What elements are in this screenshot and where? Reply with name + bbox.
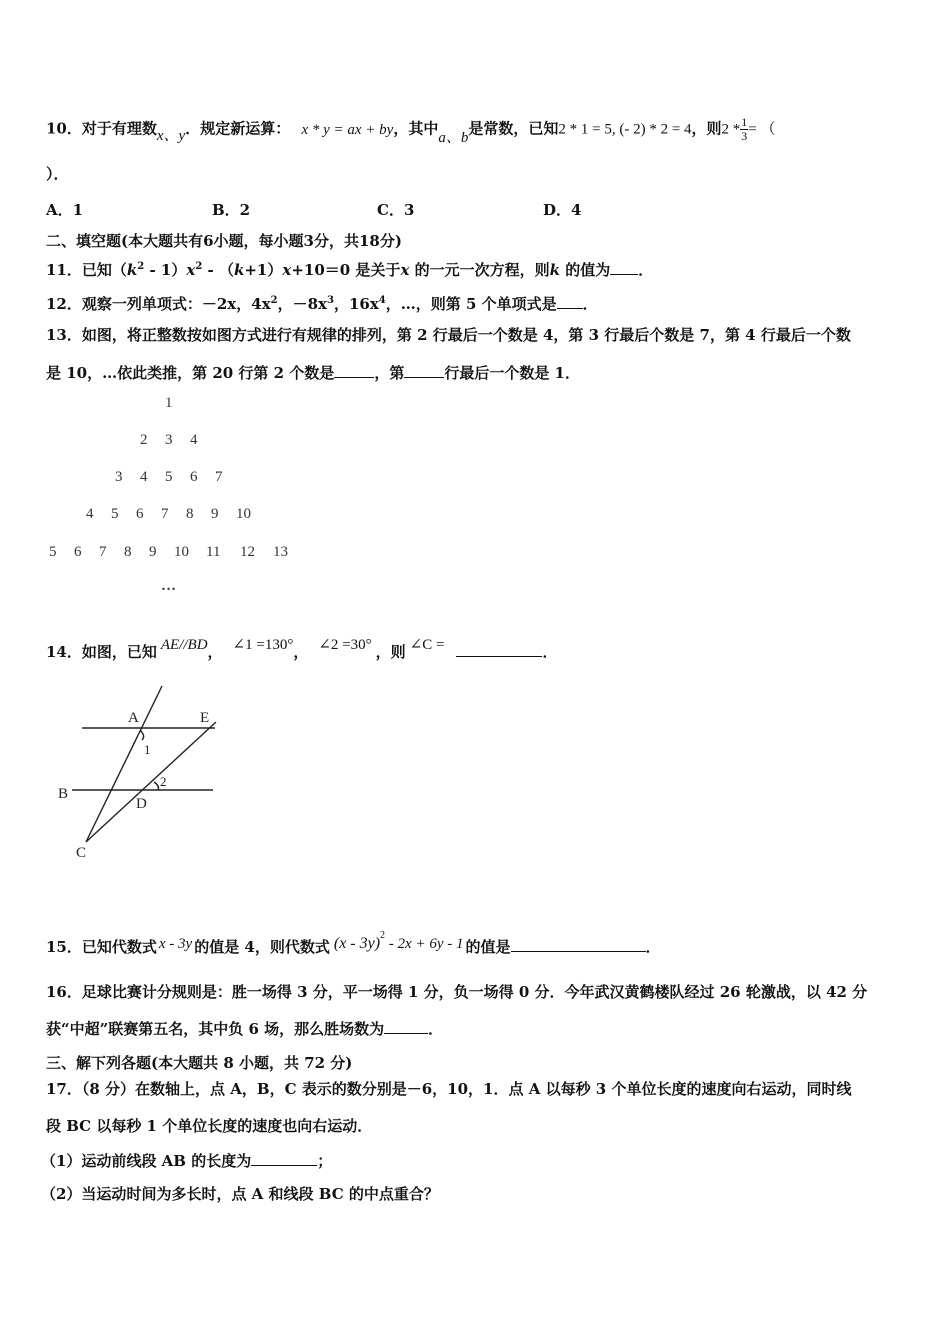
q10-option-a: A．1 (46, 201, 84, 219)
tri-r5-c6: 10 (174, 544, 189, 560)
q15-b: 的值是 4，则代数式 (194, 938, 330, 956)
q13-line2 (46, 363, 580, 383)
tri-r3-c5: 7 (215, 469, 223, 485)
q10-frac-num: 1 (741, 115, 748, 129)
tri-r3-c4: 6 (190, 469, 198, 485)
q14-a: 14．如图，已知 (46, 643, 157, 661)
q15-a: 15．已知代数式 (46, 938, 157, 956)
q15-expr2sq: 2 (380, 930, 386, 941)
tri-r3-c3: 5 (165, 469, 173, 485)
q12 (46, 291, 598, 314)
q13-line1: 13．如图，将正整数按如图方式进行有规律的排列，第 2 行最后一个数是 4，第 3 行最后个数是 7，第 4 行最后一个数 (46, 326, 851, 344)
tri-ellipsis: … (161, 578, 176, 594)
q14-ask: ∠C = (409, 637, 445, 653)
q16-end: ． (428, 1020, 444, 1038)
q14-answer-blank[interactable] (456, 642, 542, 657)
q12-answer-blank[interactable] (557, 294, 583, 309)
q14-sep2: ， (293, 643, 309, 661)
q13-line2c: 行最后一个数是 1． (444, 364, 580, 382)
q11-end: ． (638, 261, 654, 279)
q11-e: x (282, 261, 292, 279)
q12-p4: 4 (378, 295, 386, 306)
q10-option-c: C．3 (377, 201, 415, 219)
tri-r5-c7: 11 (206, 544, 221, 560)
q12-a: 12．观察一列单项式：－2x，4x (46, 295, 271, 313)
q14-cond1: AE//BD (160, 637, 208, 653)
q10-op-def: x * y = ax + by (301, 121, 394, 138)
label-a: A (128, 710, 139, 726)
q15-end: ． (645, 938, 661, 956)
tri-r5-c9: 13 (273, 544, 288, 560)
tri-r4-c7: 10 (236, 506, 251, 522)
q10-option-b: B．2 (212, 201, 251, 219)
tri-r2-c3: 4 (190, 432, 198, 448)
q14-sep1: ， (207, 643, 223, 661)
q16-line2 (46, 1019, 443, 1039)
q10-ask-rhs: = （ (748, 121, 776, 138)
q11-a: 11．已知（ (46, 261, 127, 279)
q10-line1 (46, 115, 776, 146)
q15 (46, 930, 661, 958)
q15-c: 的值是 (465, 938, 511, 956)
q16-line1: 16．足球比赛计分规则是：胜一场得 3 分，平一场得 1 分，负一场得 0 分．今年武汉黄鹤楼队经过 26 轮激战，以 42 分 (46, 983, 868, 1001)
q11-g: 的一元一次方程，则 (409, 261, 550, 279)
q10-intro: 10．对于有理数 (46, 119, 157, 138)
label-d: D (136, 796, 147, 812)
tri-r5-c3: 7 (99, 544, 107, 560)
q11-x2: x (400, 261, 410, 279)
q10-close: ）． (46, 165, 69, 183)
tri-r5-c1: 5 (49, 544, 57, 560)
tri-r4-c2: 5 (111, 506, 119, 522)
q13-blank1[interactable] (334, 363, 374, 378)
label-angle-1: 1 (144, 742, 151, 757)
q12-c: ，16x (333, 295, 379, 313)
q10-frac-den: 3 (741, 129, 748, 143)
q10-ask-lhs: 2 * (721, 121, 741, 138)
line-ce (86, 722, 216, 842)
q11-k: k (126, 261, 138, 279)
q11-b: - 1） (144, 261, 187, 279)
q17-sub1 (41, 1151, 332, 1171)
tri-r1-c1: 1 (165, 395, 173, 411)
q15-expr1: x - 3y (158, 936, 193, 952)
q11-sq2: 2 (195, 261, 203, 272)
q15-answer-blank[interactable] (511, 937, 646, 952)
q17-sub1-text: （1）运动前线段 AB 的长度为 (41, 1152, 252, 1170)
tri-r5-c5: 9 (149, 544, 157, 560)
q12-b: ，－8x (277, 295, 327, 313)
angle-1-arc (140, 730, 144, 740)
tri-r5-c4: 8 (124, 544, 132, 560)
q13-blank2[interactable] (404, 363, 444, 378)
label-e: E (200, 710, 210, 726)
q16-line2-text: 获“中超”联赛第五名，其中负 6 场，那么胜场数为 (46, 1020, 385, 1038)
tri-r5-c8: 12 (240, 544, 255, 560)
q10-mid2: ，其中 (393, 119, 439, 138)
tri-r4-c6: 9 (211, 506, 219, 522)
q17-line2: 段 BC 以每秒 1 个单位长度的速度也向右运动． (46, 1117, 373, 1135)
q11-c: - （ (202, 261, 234, 279)
q14-cond3: ∠2 =30° (318, 637, 372, 653)
q10-mid4: ，则 (691, 119, 722, 138)
q11-answer-blank[interactable] (610, 260, 638, 275)
q10-option-d: D．4 (543, 201, 582, 219)
label-b: B (58, 786, 69, 802)
q10-mid1: ．规定新运算： (185, 119, 291, 138)
q10-vars-xy: x、y (156, 127, 186, 144)
q10-known: 2 * 1 = 5, (- 2) * 2 = 4 (558, 121, 692, 138)
q17-line1: 17．（8 分）在数轴上，点 A，B，C 表示的数分别是－6，10，1．点 A 以每秒 3 个单位长度的速度向右运动，同时线 (46, 1080, 852, 1098)
q14-cond2: ∠1 =130° (232, 637, 294, 653)
label-angle-2: 2 (160, 774, 167, 789)
q11-x: x (186, 261, 196, 279)
q14-b: ，则 (375, 643, 406, 661)
tri-r4-c1: 4 (86, 506, 94, 522)
tri-r3-c1: 3 (115, 469, 123, 485)
label-c: C (76, 845, 87, 861)
tri-r2-c1: 2 (140, 432, 148, 448)
tri-r2-c2: 3 (165, 432, 173, 448)
parallel-lines-figure (50, 680, 240, 865)
tri-r4-c3: 6 (136, 506, 144, 522)
q11-f: +10＝0 是关于 (291, 261, 401, 279)
q11-k3: k (549, 261, 561, 279)
q15-expr2a: (x - 3y) (333, 935, 381, 952)
angle-2-arc (154, 782, 159, 790)
q12-d: ，…，则第 5 个单项式是 (385, 295, 557, 313)
q13-line2b: ，第 (374, 364, 405, 382)
q11-k2: k (233, 261, 245, 279)
q17-sub1-blank[interactable] (251, 1151, 317, 1166)
q15-expr2b: - 2x + 6y - 1 (385, 936, 464, 952)
line-ca (86, 686, 162, 842)
q12-p2: 2 (270, 295, 278, 306)
q11-d: +1） (244, 261, 283, 279)
q11-sq: 2 (137, 261, 145, 272)
q16-answer-blank[interactable] (384, 1019, 428, 1034)
tri-r5-c2: 6 (74, 544, 82, 560)
q12-end: ． (582, 295, 598, 313)
tri-r3-c2: 4 (140, 469, 148, 485)
q10-mid3: 是常数，已知 (468, 119, 559, 138)
q12-p3: 3 (327, 295, 334, 306)
q14 (46, 637, 558, 663)
q14-end: ． (542, 643, 558, 661)
q11 (46, 257, 653, 280)
q17-sub1-end: ； (317, 1152, 333, 1170)
q13-line2a: 是 10，…依此类推，第 20 行第 2 个数是 (46, 364, 335, 382)
tri-r4-c4: 7 (161, 506, 169, 522)
q17-sub2: （2）当运动时间为多长时，点 A 和线段 BC 的中点重合？ (41, 1185, 439, 1203)
q11-h: 的值为 (560, 261, 611, 279)
tri-r4-c5: 8 (186, 506, 194, 522)
section3-heading: 三、解下列各题(本大题共 8 小题，共 72 分) (46, 1054, 353, 1072)
section2-heading: 二、填空题(本大题共有6小题，每小题3分，共18分) (46, 232, 402, 250)
q10-vars-ab: a、b (438, 129, 469, 146)
